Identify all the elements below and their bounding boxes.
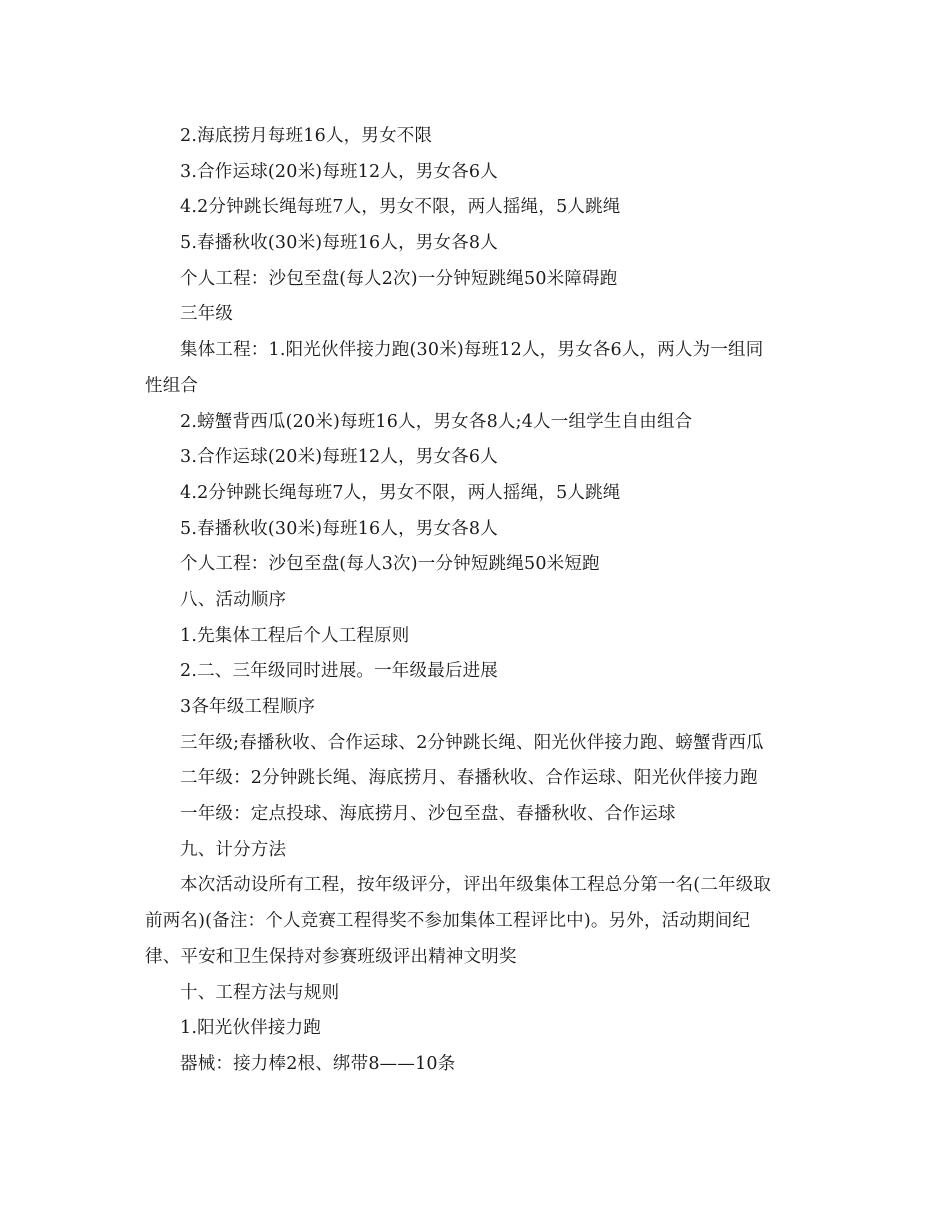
text-line: 二年级：2分钟跳长绳、海底捞月、春播秋收、合作运球、阳光伙伴接力跑: [180, 768, 758, 789]
text-line: 2.二、三年级同时进展。一年级最后进展: [180, 661, 498, 682]
text-line: 器械：接力棒2根、绑带8——10条: [180, 1053, 456, 1074]
text-line: 八、活动顺序: [180, 589, 287, 610]
text-line: 三年级;春播秋收、合作运球、2分钟跳长绳、阳光伙伴接力跑、螃蟹背西瓜: [180, 732, 764, 753]
text-line: 5.春播秋收(30米)每班16人，男女各8人: [180, 518, 498, 539]
text-line: 5.春播秋收(30米)每班16人，男女各8人: [180, 233, 498, 254]
text-line: 个人工程：沙包至盘(每人3次)一分钟短跳绳50米短跑: [180, 554, 600, 575]
text-line: 性组合: [145, 375, 199, 396]
text-line: 3各年级工程顺序: [180, 697, 316, 717]
text-line: 个人工程：沙包至盘(每人2次)一分钟短跳绳50米障碍跑: [180, 268, 618, 289]
text-line: 十、工程方法与规则: [180, 982, 340, 1003]
text-line: 九、计分方法: [180, 839, 287, 860]
text-line: 1.先集体工程后个人工程原则: [180, 625, 410, 646]
text-line: 1.阳光伙伴接力跑: [180, 1018, 321, 1039]
text-line: 律、平安和卫生保持对参赛班级评出精神文明奖: [145, 946, 517, 967]
text-line: 4.2分钟跳长绳每班7人，男女不限，两人摇绳，5人跳绳: [180, 197, 621, 218]
text-line: 三年级: [180, 304, 234, 325]
text-line: 一年级：定点投球、海底捞月、沙包至盘、春播秋收、合作运球: [180, 804, 676, 825]
text-line: 3.合作运球(20米)每班12人，男女各6人: [180, 447, 498, 468]
text-line: 2.螃蟹背西瓜(20米)每班16人，男女各8人;4人一组学生自由组合: [180, 411, 693, 432]
text-line: 4.2分钟跳长绳每班7人，男女不限，两人摇绳，5人跳绳: [180, 482, 621, 503]
text-line: 2.海底捞月每班16人，男女不限: [180, 126, 433, 146]
text-line: 本次活动设所有工程，按年级评分，评出年级集体工程总分第一名(二年级取: [180, 875, 772, 896]
text-line: 前两名)(备注：个人竞赛工程得奖不参加集体工程评比中)。另外，活动期间纪: [145, 911, 751, 932]
text-line: 3.合作运球(20米)每班12人，男女各6人: [180, 161, 498, 182]
document-body: [145, 119, 810, 1083]
text-line: 集体工程：1.阳光伙伴接力跑(30米)每班12人，男女各6人，两人为一组同: [180, 340, 764, 361]
